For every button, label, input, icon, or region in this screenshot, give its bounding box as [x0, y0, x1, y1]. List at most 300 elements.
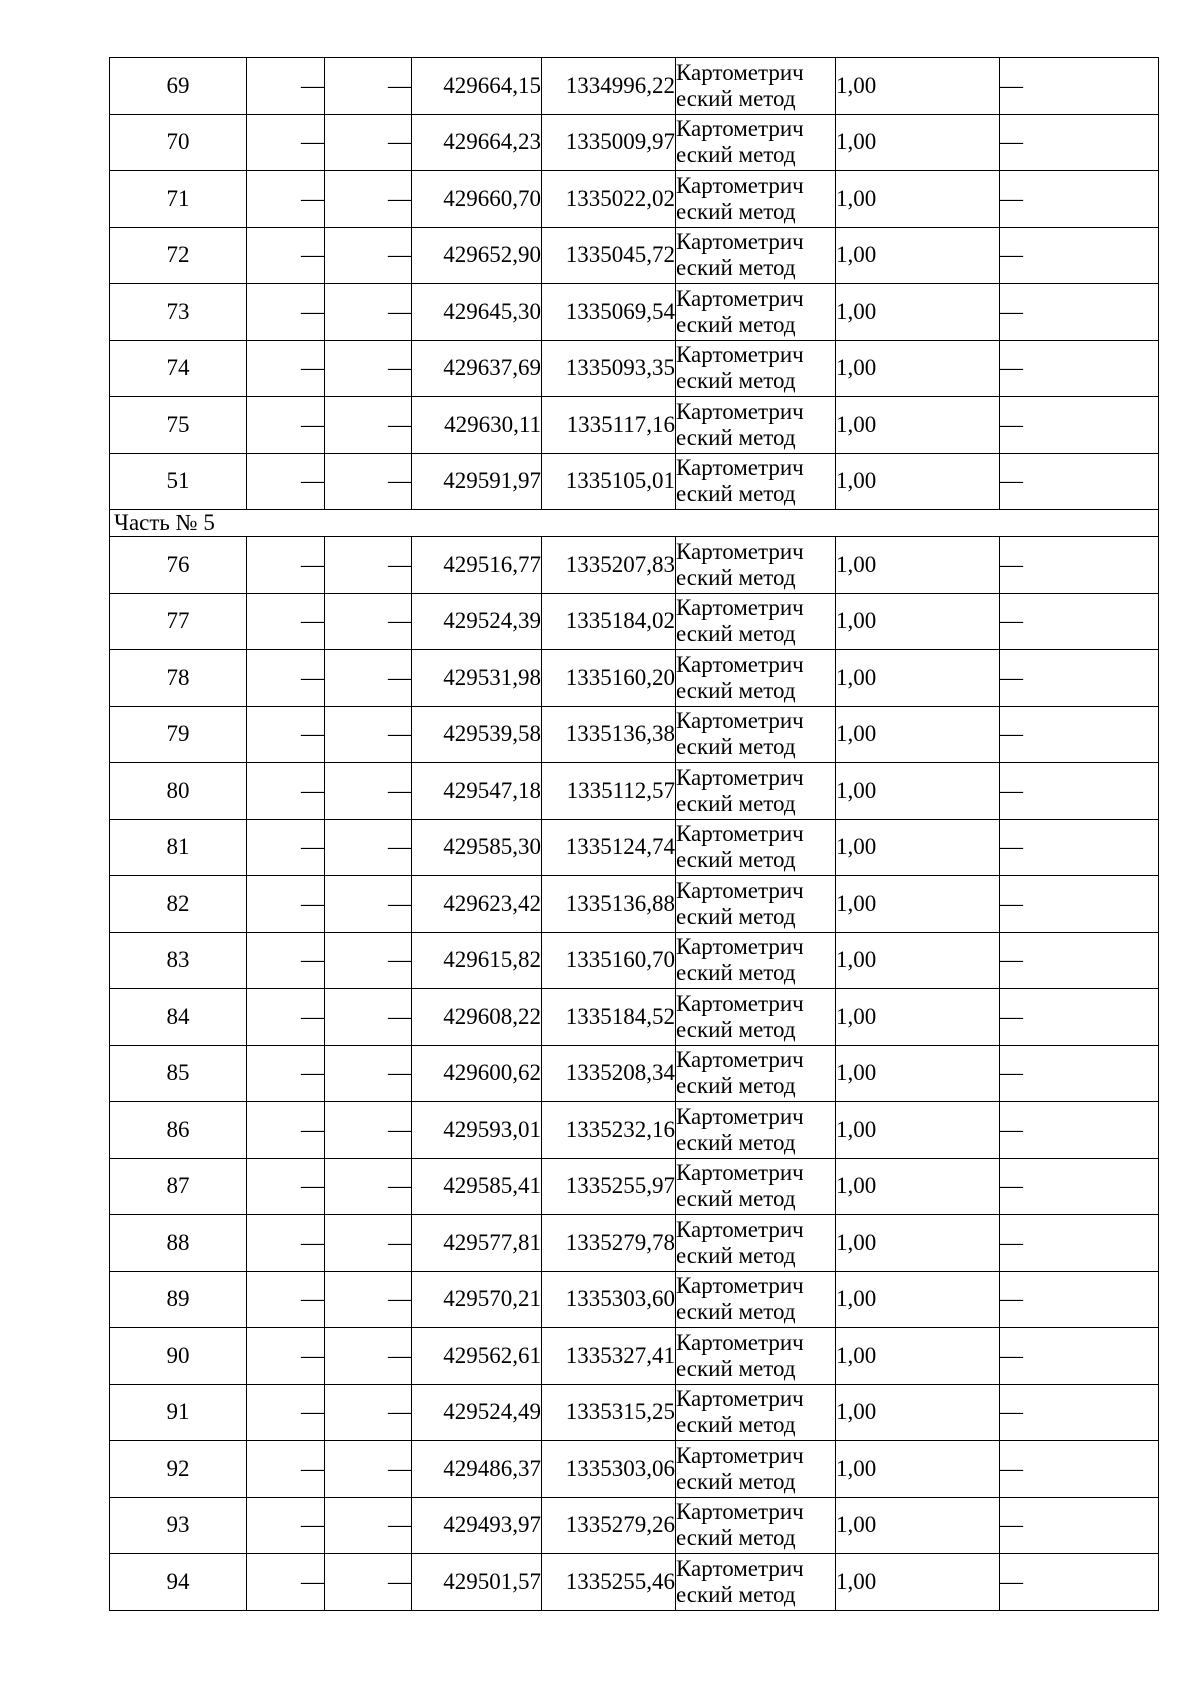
- table-row: [110, 1554, 1159, 1611]
- dash-cell: —: [1000, 1384, 1159, 1441]
- dash-cell: —: [1000, 650, 1159, 707]
- method-cell: [676, 989, 836, 1046]
- dash-cell: —: [247, 876, 325, 933]
- method-line-2: еский метод: [676, 1299, 796, 1325]
- accuracy-cell: 1,00: [836, 1215, 1000, 1272]
- dash-cell: —: [325, 1441, 412, 1498]
- method-cell: [676, 1102, 836, 1159]
- method-line-1: Картометрич: [676, 1047, 804, 1073]
- dash-cell: —: [325, 171, 412, 228]
- method-line-2: еский метод: [676, 85, 796, 111]
- dash-cell: —: [1000, 171, 1159, 228]
- coordinates-table: [109, 57, 1159, 1611]
- dash-cell: —: [325, 876, 412, 933]
- dash-cell: —: [247, 763, 325, 820]
- accuracy-cell: 1,00: [836, 284, 1000, 341]
- dash-cell: —: [247, 1045, 325, 1102]
- point-number-cell: 93: [110, 1497, 247, 1554]
- method-line-2: еский метод: [676, 368, 796, 394]
- x-coordinate-cell: 429524,39: [412, 593, 542, 650]
- dash-cell: —: [1000, 1554, 1159, 1611]
- table-row: [110, 1102, 1159, 1159]
- method-line-1: Картометрич: [676, 651, 804, 677]
- method-line-1: Картометрич: [676, 1160, 804, 1186]
- point-number-cell: 87: [110, 1158, 247, 1215]
- method-line-2: еский метод: [676, 1016, 796, 1042]
- section-row: [110, 510, 1159, 537]
- y-coordinate-cell: 1335279,26: [542, 1497, 676, 1554]
- method-cell: [676, 340, 836, 397]
- accuracy-cell: 1,00: [836, 1441, 1000, 1498]
- table-row: [110, 932, 1159, 989]
- dash-cell: —: [247, 1554, 325, 1611]
- accuracy-cell: 1,00: [836, 227, 1000, 284]
- dash-cell: —: [325, 1554, 412, 1611]
- x-coordinate-cell: 429531,98: [412, 650, 542, 707]
- method-line-1: Картометрич: [676, 172, 804, 198]
- method-line-1: Картометрич: [676, 764, 804, 790]
- table-row: [110, 706, 1159, 763]
- dash-cell: —: [325, 932, 412, 989]
- x-coordinate-cell: 429486,37: [412, 1441, 542, 1498]
- dash-cell: —: [325, 706, 412, 763]
- dash-cell: —: [247, 1328, 325, 1385]
- method-line-2: еский метод: [676, 734, 796, 760]
- dash-cell: —: [247, 227, 325, 284]
- method-line-1: Картометрич: [676, 59, 804, 85]
- method-cell: [676, 227, 836, 284]
- method-line-1: Картометрич: [676, 1499, 804, 1525]
- x-coordinate-cell: 429516,77: [412, 537, 542, 594]
- x-coordinate-cell: 429664,15: [412, 58, 542, 115]
- dash-cell: —: [1000, 1497, 1159, 1554]
- x-coordinate-cell: 429637,69: [412, 340, 542, 397]
- x-coordinate-cell: 429562,61: [412, 1328, 542, 1385]
- method-cell: [676, 593, 836, 650]
- method-cell: [676, 819, 836, 876]
- table-row: [110, 537, 1159, 594]
- accuracy-cell: 1,00: [836, 58, 1000, 115]
- dash-cell: —: [247, 1497, 325, 1554]
- dash-cell: —: [1000, 1045, 1159, 1102]
- table-row: [110, 284, 1159, 341]
- dash-cell: —: [1000, 397, 1159, 454]
- table-row: [110, 650, 1159, 707]
- point-number-cell: 78: [110, 650, 247, 707]
- y-coordinate-cell: 1335184,02: [542, 593, 676, 650]
- method-line-1: Картометрич: [676, 1329, 804, 1355]
- table-row: [110, 819, 1159, 876]
- table-row: [110, 171, 1159, 228]
- point-number-cell: 73: [110, 284, 247, 341]
- y-coordinate-cell: 1335207,83: [542, 537, 676, 594]
- accuracy-cell: 1,00: [836, 1328, 1000, 1385]
- dash-cell: —: [325, 1271, 412, 1328]
- point-number-cell: 80: [110, 763, 247, 820]
- dash-cell: —: [1000, 819, 1159, 876]
- method-line-2: еский метод: [676, 790, 796, 816]
- table-row: [110, 593, 1159, 650]
- dash-cell: —: [325, 340, 412, 397]
- dash-cell: —: [247, 58, 325, 115]
- y-coordinate-cell: 1335232,16: [542, 1102, 676, 1159]
- dash-cell: —: [1000, 932, 1159, 989]
- dash-cell: —: [1000, 1271, 1159, 1328]
- method-cell: [676, 58, 836, 115]
- x-coordinate-cell: 429652,90: [412, 227, 542, 284]
- point-number-cell: 51: [110, 453, 247, 510]
- y-coordinate-cell: 1335184,52: [542, 989, 676, 1046]
- method-cell: [676, 171, 836, 228]
- dash-cell: —: [325, 989, 412, 1046]
- x-coordinate-cell: 429493,97: [412, 1497, 542, 1554]
- accuracy-cell: 1,00: [836, 932, 1000, 989]
- dash-cell: —: [325, 650, 412, 707]
- dash-cell: —: [325, 1215, 412, 1272]
- accuracy-cell: 1,00: [836, 1497, 1000, 1554]
- x-coordinate-cell: 429501,57: [412, 1554, 542, 1611]
- dash-cell: —: [325, 593, 412, 650]
- method-line-2: еский метод: [676, 255, 796, 281]
- point-number-cell: 88: [110, 1215, 247, 1272]
- table-row: [110, 1441, 1159, 1498]
- method-cell: [676, 1158, 836, 1215]
- method-cell: [676, 763, 836, 820]
- dash-cell: —: [1000, 227, 1159, 284]
- accuracy-cell: 1,00: [836, 171, 1000, 228]
- method-line-1: Картометрич: [676, 595, 804, 621]
- table-row: [110, 453, 1159, 510]
- method-line-2: еский метод: [676, 1412, 796, 1438]
- method-line-2: еский метод: [676, 903, 796, 929]
- y-coordinate-cell: 1335279,78: [542, 1215, 676, 1272]
- dash-cell: —: [1000, 453, 1159, 510]
- y-coordinate-cell: 1335255,46: [542, 1554, 676, 1611]
- method-line-1: Картометрич: [676, 990, 804, 1016]
- method-line-1: Картометрич: [676, 1273, 804, 1299]
- dash-cell: —: [325, 1328, 412, 1385]
- table-row: [110, 227, 1159, 284]
- method-cell: [676, 1384, 836, 1441]
- dash-cell: —: [325, 114, 412, 171]
- method-line-2: еский метод: [676, 142, 796, 168]
- y-coordinate-cell: 1335117,16: [542, 397, 676, 454]
- dash-cell: —: [325, 1102, 412, 1159]
- dash-cell: —: [247, 171, 325, 228]
- method-line-2: еский метод: [676, 1525, 796, 1551]
- method-line-1: Картометрич: [676, 934, 804, 960]
- table-row: [110, 114, 1159, 171]
- point-number-cell: 69: [110, 58, 247, 115]
- y-coordinate-cell: 1335136,38: [542, 706, 676, 763]
- method-line-1: Картометрич: [676, 1216, 804, 1242]
- method-line-1: Картометрич: [676, 1103, 804, 1129]
- method-line-2: еский метод: [676, 1242, 796, 1268]
- x-coordinate-cell: 429645,30: [412, 284, 542, 341]
- accuracy-cell: 1,00: [836, 989, 1000, 1046]
- dash-cell: —: [247, 397, 325, 454]
- x-coordinate-cell: 429630,11: [412, 397, 542, 454]
- point-number-cell: 72: [110, 227, 247, 284]
- accuracy-cell: 1,00: [836, 1045, 1000, 1102]
- point-number-cell: 84: [110, 989, 247, 1046]
- method-line-2: еский метод: [676, 198, 796, 224]
- method-line-1: Картометрич: [676, 398, 804, 424]
- table-row: [110, 1497, 1159, 1554]
- point-number-cell: 70: [110, 114, 247, 171]
- table-row: [110, 1158, 1159, 1215]
- y-coordinate-cell: 1335327,41: [542, 1328, 676, 1385]
- point-number-cell: 91: [110, 1384, 247, 1441]
- method-cell: [676, 706, 836, 763]
- x-coordinate-cell: 429660,70: [412, 171, 542, 228]
- point-number-cell: 76: [110, 537, 247, 594]
- dash-cell: —: [247, 1384, 325, 1441]
- y-coordinate-cell: 1335069,54: [542, 284, 676, 341]
- dash-cell: —: [247, 453, 325, 510]
- dash-cell: —: [1000, 1158, 1159, 1215]
- dash-cell: —: [247, 932, 325, 989]
- dash-cell: —: [247, 1215, 325, 1272]
- accuracy-cell: 1,00: [836, 1554, 1000, 1611]
- dash-cell: —: [325, 453, 412, 510]
- table-row: [110, 1215, 1159, 1272]
- accuracy-cell: 1,00: [836, 1102, 1000, 1159]
- point-number-cell: 75: [110, 397, 247, 454]
- accuracy-cell: 1,00: [836, 706, 1000, 763]
- y-coordinate-cell: 1335136,88: [542, 876, 676, 933]
- table-row: [110, 58, 1159, 115]
- x-coordinate-cell: 429524,49: [412, 1384, 542, 1441]
- y-coordinate-cell: 1335124,74: [542, 819, 676, 876]
- dash-cell: —: [1000, 1102, 1159, 1159]
- y-coordinate-cell: 1335022,02: [542, 171, 676, 228]
- x-coordinate-cell: 429570,21: [412, 1271, 542, 1328]
- y-coordinate-cell: 1335160,20: [542, 650, 676, 707]
- y-coordinate-cell: 1335315,25: [542, 1384, 676, 1441]
- method-line-2: еский метод: [676, 481, 796, 507]
- dash-cell: —: [325, 58, 412, 115]
- table-row: [110, 340, 1159, 397]
- accuracy-cell: 1,00: [836, 340, 1000, 397]
- method-line-1: Картометрич: [676, 342, 804, 368]
- point-number-cell: 71: [110, 171, 247, 228]
- x-coordinate-cell: 429600,62: [412, 1045, 542, 1102]
- table-row: [110, 763, 1159, 820]
- y-coordinate-cell: 1335160,70: [542, 932, 676, 989]
- accuracy-cell: 1,00: [836, 453, 1000, 510]
- method-line-2: еский метод: [676, 1581, 796, 1607]
- method-cell: [676, 397, 836, 454]
- point-number-cell: 89: [110, 1271, 247, 1328]
- dash-cell: —: [325, 537, 412, 594]
- dash-cell: —: [1000, 876, 1159, 933]
- method-line-2: еский метод: [676, 847, 796, 873]
- method-line-1: Картометрич: [676, 1442, 804, 1468]
- y-coordinate-cell: 1335303,06: [542, 1441, 676, 1498]
- dash-cell: —: [247, 1271, 325, 1328]
- dash-cell: —: [325, 1384, 412, 1441]
- dash-cell: —: [325, 1497, 412, 1554]
- accuracy-cell: 1,00: [836, 397, 1000, 454]
- y-coordinate-cell: 1335255,97: [542, 1158, 676, 1215]
- table-row: [110, 989, 1159, 1046]
- dash-cell: —: [1000, 114, 1159, 171]
- dash-cell: —: [1000, 1328, 1159, 1385]
- x-coordinate-cell: 429547,18: [412, 763, 542, 820]
- method-cell: [676, 537, 836, 594]
- y-coordinate-cell: 1335009,97: [542, 114, 676, 171]
- x-coordinate-cell: 429577,81: [412, 1215, 542, 1272]
- dash-cell: —: [247, 1441, 325, 1498]
- dash-cell: —: [325, 1045, 412, 1102]
- dash-cell: —: [1000, 989, 1159, 1046]
- method-line-1: Картометрич: [676, 538, 804, 564]
- dash-cell: —: [1000, 340, 1159, 397]
- table-row: [110, 1045, 1159, 1102]
- dash-cell: —: [1000, 284, 1159, 341]
- dash-cell: —: [247, 340, 325, 397]
- accuracy-cell: 1,00: [836, 650, 1000, 707]
- table-row: [110, 1384, 1159, 1441]
- dash-cell: —: [325, 284, 412, 341]
- dash-cell: —: [1000, 1441, 1159, 1498]
- y-coordinate-cell: 1335105,01: [542, 453, 676, 510]
- accuracy-cell: 1,00: [836, 1384, 1000, 1441]
- y-coordinate-cell: 1335112,57: [542, 763, 676, 820]
- accuracy-cell: 1,00: [836, 876, 1000, 933]
- accuracy-cell: 1,00: [836, 819, 1000, 876]
- method-cell: [676, 114, 836, 171]
- point-number-cell: 90: [110, 1328, 247, 1385]
- point-number-cell: 83: [110, 932, 247, 989]
- dash-cell: —: [247, 593, 325, 650]
- method-line-2: еский метод: [676, 1129, 796, 1155]
- method-line-1: Картометрич: [676, 229, 804, 255]
- method-line-1: Картометрич: [676, 708, 804, 734]
- method-cell: [676, 1441, 836, 1498]
- point-number-cell: 77: [110, 593, 247, 650]
- method-cell: [676, 650, 836, 707]
- x-coordinate-cell: 429539,58: [412, 706, 542, 763]
- dash-cell: —: [1000, 58, 1159, 115]
- method-cell: [676, 284, 836, 341]
- y-coordinate-cell: 1335303,60: [542, 1271, 676, 1328]
- point-number-cell: 82: [110, 876, 247, 933]
- method-line-1: Картометрич: [676, 116, 804, 142]
- table-body-after-section: [110, 537, 1159, 1611]
- x-coordinate-cell: 429591,97: [412, 453, 542, 510]
- dash-cell: —: [247, 284, 325, 341]
- dash-cell: —: [325, 397, 412, 454]
- point-number-cell: 85: [110, 1045, 247, 1102]
- table-row: [110, 1328, 1159, 1385]
- x-coordinate-cell: 429623,42: [412, 876, 542, 933]
- accuracy-cell: 1,00: [836, 593, 1000, 650]
- accuracy-cell: 1,00: [836, 1158, 1000, 1215]
- method-line-2: еский метод: [676, 1073, 796, 1099]
- point-number-cell: 92: [110, 1441, 247, 1498]
- accuracy-cell: 1,00: [836, 537, 1000, 594]
- y-coordinate-cell: 1335093,35: [542, 340, 676, 397]
- section-header-body: [110, 510, 1159, 537]
- method-line-2: еский метод: [676, 677, 796, 703]
- method-line-1: Картометрич: [676, 285, 804, 311]
- method-line-1: Картометрич: [676, 455, 804, 481]
- x-coordinate-cell: 429585,41: [412, 1158, 542, 1215]
- method-cell: [676, 1271, 836, 1328]
- x-coordinate-cell: 429585,30: [412, 819, 542, 876]
- method-cell: [676, 1045, 836, 1102]
- table-row: [110, 397, 1159, 454]
- y-coordinate-cell: 1335208,34: [542, 1045, 676, 1102]
- x-coordinate-cell: 429593,01: [412, 1102, 542, 1159]
- method-cell: [676, 1328, 836, 1385]
- method-line-2: еский метод: [676, 621, 796, 647]
- method-cell: [676, 1215, 836, 1272]
- dash-cell: —: [1000, 763, 1159, 820]
- method-line-1: Картометрич: [676, 1386, 804, 1412]
- dash-cell: —: [247, 819, 325, 876]
- method-line-2: еский метод: [676, 1468, 796, 1494]
- method-cell: [676, 453, 836, 510]
- method-cell: [676, 1497, 836, 1554]
- table-row: [110, 876, 1159, 933]
- dash-cell: —: [325, 763, 412, 820]
- dash-cell: —: [325, 1158, 412, 1215]
- dash-cell: —: [1000, 593, 1159, 650]
- method-line-2: еский метод: [676, 311, 796, 337]
- method-line-1: Картометрич: [676, 821, 804, 847]
- method-line-2: еский метод: [676, 960, 796, 986]
- method-line-2: еский метод: [676, 564, 796, 590]
- method-line-2: еский метод: [676, 424, 796, 450]
- method-cell: [676, 932, 836, 989]
- dash-cell: —: [247, 706, 325, 763]
- dash-cell: —: [247, 1158, 325, 1215]
- dash-cell: —: [247, 1102, 325, 1159]
- method-line-1: Картометрич: [676, 877, 804, 903]
- y-coordinate-cell: 1335045,72: [542, 227, 676, 284]
- point-number-cell: 79: [110, 706, 247, 763]
- y-coordinate-cell: 1334996,22: [542, 58, 676, 115]
- dash-cell: —: [247, 650, 325, 707]
- accuracy-cell: 1,00: [836, 763, 1000, 820]
- dash-cell: —: [1000, 537, 1159, 594]
- dash-cell: —: [247, 989, 325, 1046]
- accuracy-cell: 1,00: [836, 114, 1000, 171]
- x-coordinate-cell: 429608,22: [412, 989, 542, 1046]
- point-number-cell: 94: [110, 1554, 247, 1611]
- dash-cell: —: [1000, 1215, 1159, 1272]
- method-line-2: еский метод: [676, 1355, 796, 1381]
- x-coordinate-cell: 429615,82: [412, 932, 542, 989]
- point-number-cell: 81: [110, 819, 247, 876]
- dash-cell: —: [247, 537, 325, 594]
- table-body-before-section: [110, 58, 1159, 510]
- method-line-2: еский метод: [676, 1186, 796, 1212]
- dash-cell: —: [325, 819, 412, 876]
- method-line-1: Картометрич: [676, 1555, 804, 1581]
- accuracy-cell: 1,00: [836, 1271, 1000, 1328]
- method-cell: [676, 876, 836, 933]
- dash-cell: —: [325, 227, 412, 284]
- dash-cell: —: [247, 114, 325, 171]
- table-row: [110, 1271, 1159, 1328]
- x-coordinate-cell: 429664,23: [412, 114, 542, 171]
- method-cell: [676, 1554, 836, 1611]
- point-number-cell: 86: [110, 1102, 247, 1159]
